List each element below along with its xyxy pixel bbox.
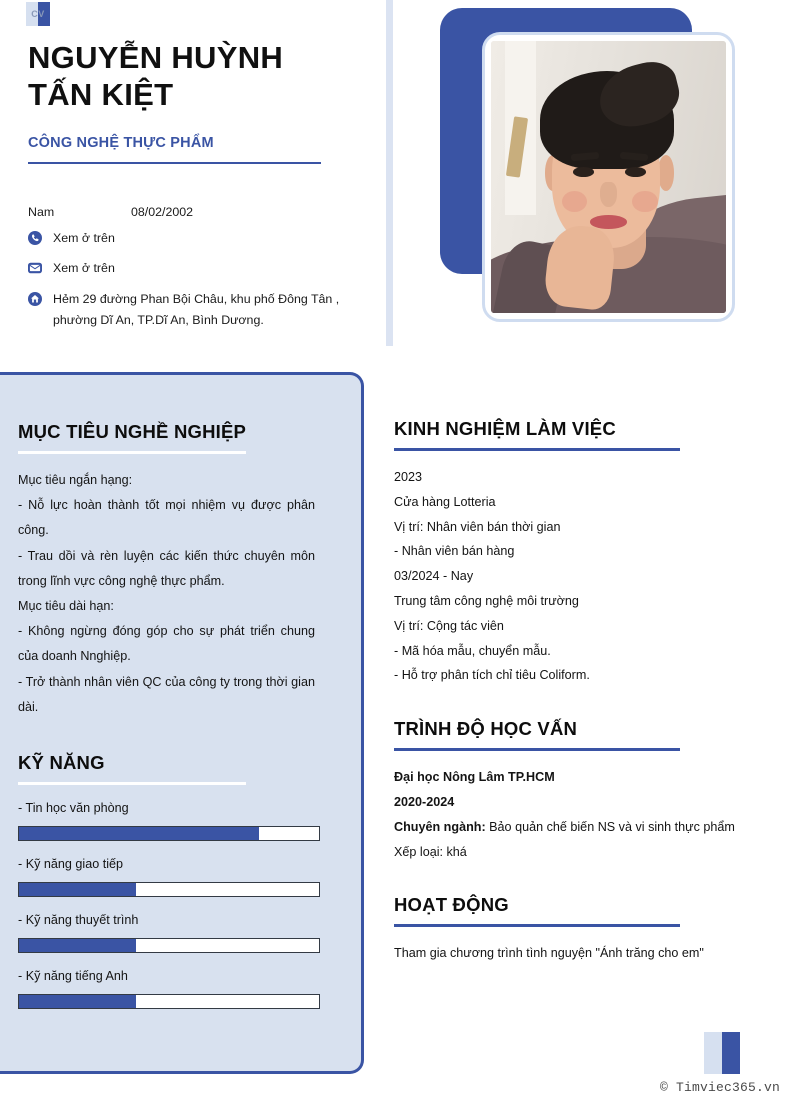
contact-row-phone [28,228,368,249]
skill-progress-fill [19,827,259,840]
education-major-value: Bảo quản chế biến NS và vi sinh thực phẩm [489,819,735,834]
objective-line: - Trở thành nhân viên QC của công ty trong thời gian dài. [18,674,315,714]
skill-progress-track [18,826,320,841]
contact-gender-value: Nam [28,205,55,219]
photo-frame [482,32,735,322]
experience-company: Cửa hàng Lotteria [394,494,496,509]
cv-logo [26,2,50,26]
education-school: Đại học Nông Lâm TP.HCM [394,770,555,785]
contact-gender [28,205,131,219]
skill-item [18,801,315,841]
experience-title-rule [394,448,680,451]
phone-icon [28,231,42,245]
education-grade: Xếp loại: khá [394,844,467,859]
objective-line: Mục tiêu dài hạn: [18,598,114,613]
objective-line: - Không ngừng đóng góp cho sự phát triển chung của doanh Nnghiệp. [18,624,315,664]
education-major [394,815,780,840]
objective-line: - Trau dồi và rèn luyện các kiến thức chuyên môn trong lĩnh vực công nghệ thực phẩm. [18,548,315,588]
experience-period: 03/2024 - Nay [394,569,474,584]
experience-duty: - Hỗ trợ phân tích chỉ tiêu Coliform. [394,668,590,683]
contact-phone-value: Xem ở trên [53,231,115,245]
experience-company: Trung tâm công nghệ môi trường [394,593,579,608]
objective-body [18,468,315,720]
candidate-name [28,40,358,113]
candidate-name-line-1: NGUYỄN HUỲNH [28,40,284,75]
skill-progress-track [18,882,320,897]
experience-title: KINH NGHIỆM LÀM VIỆC [394,418,616,439]
header-name-block [28,40,358,164]
contact-address-value: Hẻm 29 đường Phan Bội Châu, khu phố Đông Tân , phường Dĩ An, TP.Dĩ An, Bình Dương. [53,291,340,327]
cv-logo-text: CV [31,9,45,19]
skill-progress-fill [19,883,136,896]
experience-period: 2023 [394,470,423,484]
header-divider-rule [28,162,321,164]
envelope-icon [28,261,42,275]
objective-line: Mục tiêu ngắn hạng: [18,473,133,487]
footer-logo-light-half [704,1032,722,1074]
contact-block [28,205,368,340]
header-vertical-divider [386,0,393,346]
contact-row-email [28,258,368,279]
right-column [394,418,780,966]
activities-title: HOẠT ĐỘNG [394,894,509,916]
skill-progress-fill [19,995,136,1008]
skill-progress-track [18,994,320,1009]
skill-label: - Kỹ năng thuyết trình [18,912,139,927]
activities-title-rule [394,924,680,927]
objective-title: MỤC TIÊU NGHỀ NGHIỆP [18,421,247,442]
skill-label: - Tin học văn phòng [18,800,129,815]
section-skills [18,752,315,1009]
candidate-photo [491,41,726,313]
education-years: 2020-2024 [394,794,455,809]
footer-logo [704,1032,740,1074]
skill-progress-track [18,938,320,953]
section-education [394,718,780,864]
education-title: TRÌNH ĐỘ HỌC VẤN [394,718,578,740]
experience-duty: - Mã hóa mẫu, chuyển mẫu. [394,643,551,658]
left-panel [0,372,364,1074]
skills-title-rule [18,782,246,785]
objective-line: - Nỗ lực hoàn thành tốt mọi nhiệm vụ được phân công. [18,498,315,538]
photo-area [440,8,740,328]
skills-title: KỸ NĂNG [18,751,105,773]
education-body [394,765,780,864]
skill-progress-fill [19,939,136,952]
contact-email-value: Xem ở trên [53,261,115,276]
section-experience [394,418,780,688]
education-major-label: Chuyên ngành: [394,819,486,834]
experience-position: Vị trí: Cộng tác viên [394,618,504,633]
contact-row-address [28,289,368,332]
contact-row-gender-birthday [28,205,368,219]
objective-title-rule [18,451,246,454]
home-icon [28,292,42,306]
skill-item [18,913,315,953]
candidate-name-line-2: TẤN KIỆT [28,76,174,112]
skill-label: - Kỹ năng giao tiếp [18,856,124,871]
footer-logo-dark-half [722,1032,740,1074]
contact-birthday [131,205,193,219]
skill-item [18,857,315,897]
experience-position: Vị trí: Nhân viên bán thời gian [394,519,561,534]
activities-body [394,941,780,966]
experience-body [394,465,780,688]
contact-birthday-value: 08/02/2002 [131,205,194,219]
section-objective [18,421,315,720]
skill-label: - Kỹ năng tiếng Anh [18,968,128,983]
activities-text: Tham gia chương trình tình nguyện "Ánh trăng cho em" [394,946,704,961]
experience-duty: - Nhân viên bán hàng [394,544,515,559]
footer-credit: © Timviec365.vn [659,1080,780,1095]
job-title: CÔNG NGHỆ THỰC PHẨM [28,135,214,152]
skill-item [18,969,315,1009]
section-activities [394,894,780,966]
education-title-rule [394,748,680,751]
